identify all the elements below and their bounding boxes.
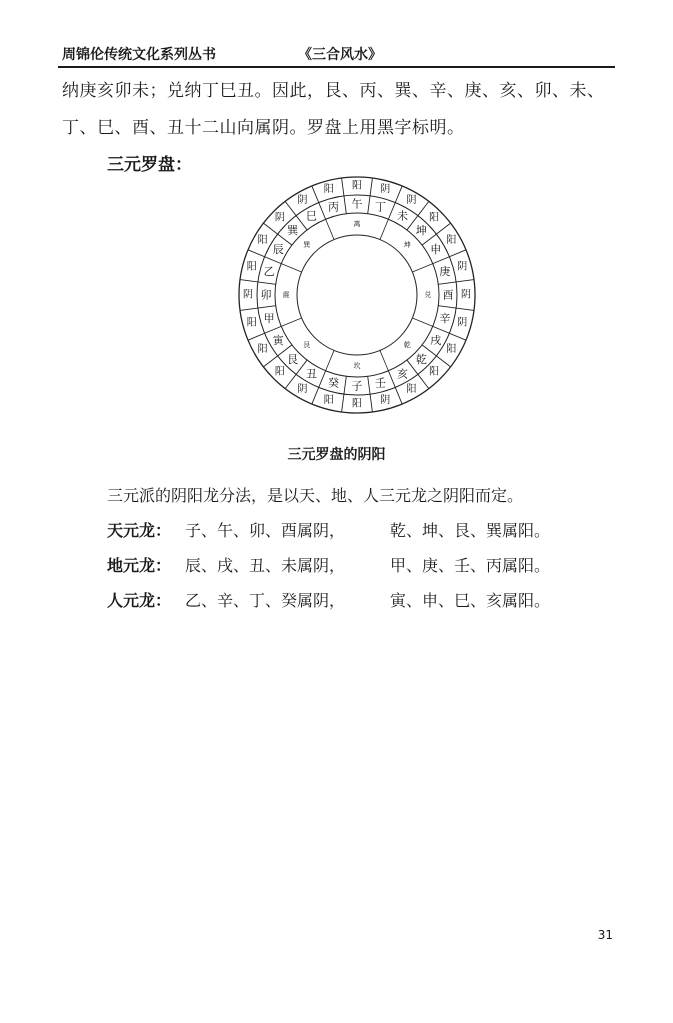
polarity-label: 阳 [406, 383, 417, 395]
intro-text: 三元派的阴阳龙分法，是以天、地、人三元龙之阴阳而定。 [107, 486, 524, 505]
gua-label: 坤 [403, 240, 411, 249]
gua-label: 乾 [403, 341, 411, 350]
dragon-row-tian [107, 518, 550, 541]
polarity-label: 阳 [446, 344, 457, 355]
paragraph-line-1: 纳庚亥卯未；兑纳丁巳丑。因此，艮、丙、巽、辛、庚、亥、卯、未、 [62, 81, 605, 101]
gua-label: 震 [282, 291, 290, 299]
polarity-label: 阳 [352, 398, 362, 410]
polarity-label: 阳 [323, 394, 334, 406]
mountain-label: 午 [351, 197, 363, 211]
dragon-label: 人元龙： [107, 591, 172, 610]
polarity-label: 阴 [461, 289, 471, 301]
mountain-label: 子 [351, 379, 363, 393]
dragon-row-ren [107, 588, 550, 611]
mountain-label: 艮 [287, 352, 299, 366]
mountain-label: 巽 [287, 224, 299, 238]
mountain-label: 亥 [397, 367, 408, 381]
mountain-label: 申 [430, 243, 442, 256]
polarity-label: 阳 [246, 317, 257, 329]
polarity-label: 阳 [446, 235, 457, 246]
mountain-label: 坤 [415, 224, 427, 238]
mountain-label: 巳 [306, 209, 317, 223]
gua-divider [412, 264, 432, 272]
dragon-yin: 辰、戌、丑、未属阴， [185, 556, 346, 575]
mountain-label: 癸 [327, 376, 339, 390]
dragon-label: 天元龙： [107, 521, 172, 540]
dragon-yin: 子、午、卯、酉属阴， [185, 521, 346, 540]
running-header [58, 44, 615, 66]
gua-label: 艮 [303, 341, 311, 350]
polarity-label: 阴 [406, 195, 417, 207]
header-rule [58, 66, 615, 68]
compass-diagram [232, 175, 482, 415]
polarity-label: 阴 [457, 261, 468, 273]
mountain-label: 酉 [442, 288, 454, 302]
mountain-label: 丙 [327, 200, 339, 214]
compass-ring [297, 235, 417, 355]
mountain-label: 甲 [263, 312, 275, 326]
polarity-label: 阴 [457, 317, 468, 329]
polarity-label: 阴 [297, 195, 308, 207]
polarity-label: 阳 [429, 212, 440, 224]
gua-divider [281, 318, 301, 326]
paragraph-line-2: 丁、巳、酉、丑十二山向属阴。罗盘上用黑字标明。 [62, 118, 465, 138]
polarity-label: 阳 [246, 261, 257, 273]
polarity-label: 阴 [380, 394, 391, 406]
mountain-label: 乙 [263, 264, 275, 278]
mountain-label: 庚 [439, 264, 451, 278]
book-title: 《三合风水》 [298, 47, 382, 63]
dragon-row-di [107, 553, 550, 576]
gua-divider [380, 350, 388, 370]
mountain-label: 壬 [375, 376, 387, 390]
mountain-label: 寅 [272, 334, 284, 347]
page-number: 31 [597, 928, 613, 942]
series-title: 周锦伦传统文化系列丛书 [62, 47, 216, 63]
gua-divider [326, 350, 334, 370]
mountain-label: 戌 [430, 334, 442, 347]
dragon-yin: 乙、辛、丁、癸属阴， [185, 591, 346, 610]
polarity-label: 阳 [429, 366, 440, 378]
gua-divider [326, 219, 334, 239]
dragon-label: 地元龙： [107, 556, 172, 575]
gua-label: 兑 [424, 291, 432, 299]
mountain-label: 丑 [306, 367, 317, 381]
polarity-label: 阴 [297, 383, 308, 395]
dragon-yang: 甲、庚、壬、丙属阳。 [390, 556, 551, 575]
mountain-label: 辰 [272, 243, 284, 256]
polarity-label: 阴 [380, 184, 391, 196]
section-heading: 三元罗盘： [107, 155, 192, 175]
polarity-label: 阴 [274, 212, 285, 224]
figure-caption: 三元罗盘的阴阳 [287, 447, 386, 463]
polarity-label: 阳 [323, 184, 334, 196]
polarity-label: 阳 [352, 180, 362, 192]
gua-divider [281, 264, 301, 272]
mountain-label: 辛 [439, 312, 451, 326]
mountain-label: 卯 [260, 288, 272, 302]
mountain-label: 丁 [375, 200, 387, 214]
gua-label: 离 [353, 220, 361, 228]
polarity-label: 阳 [257, 235, 268, 246]
polarity-label: 阳 [274, 366, 285, 378]
gua-label: 巽 [303, 240, 311, 249]
polarity-label: 阳 [257, 344, 268, 355]
polarity-label: 阴 [243, 289, 253, 301]
mountain-label: 乾 [415, 352, 427, 366]
gua-divider [412, 318, 432, 326]
compass-ring [272, 213, 442, 377]
gua-label: 坎 [353, 362, 361, 370]
mountain-label: 未 [397, 209, 408, 223]
gua-divider [380, 219, 388, 239]
dragon-yang: 乾、坤、艮、巽属阳。 [390, 521, 551, 540]
dragon-yang: 寅、申、巳、亥属阳。 [390, 591, 551, 610]
